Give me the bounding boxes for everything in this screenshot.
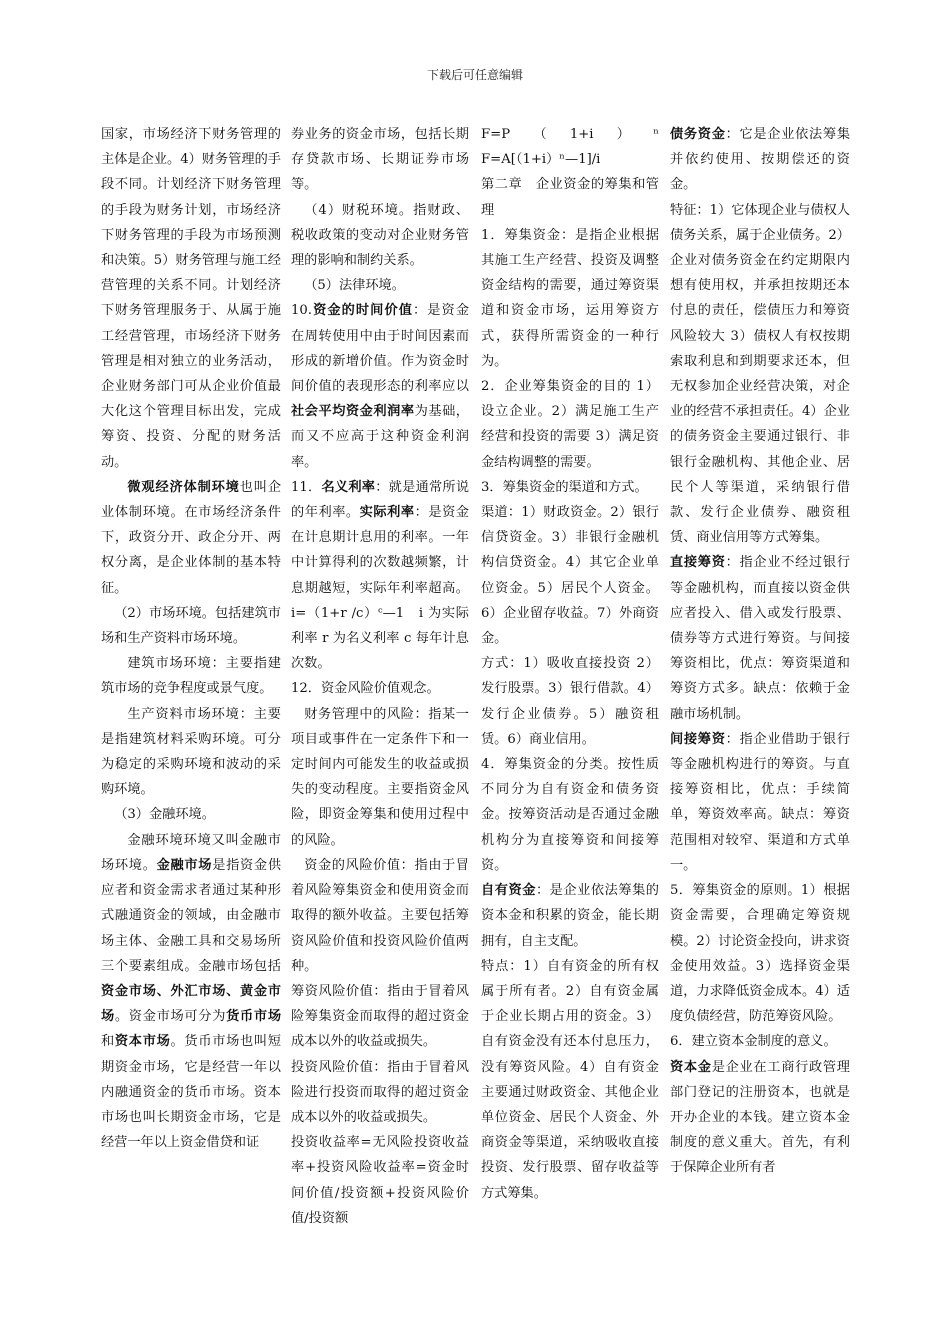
formula-part: F=P <box>481 127 511 142</box>
bold-term: 直接筹资 <box>670 555 726 571</box>
paragraph <box>291 475 469 677</box>
formula-part: ⁿ <box>653 127 659 142</box>
paragraph: 6．建立资本金制度的意义。 <box>670 1034 837 1050</box>
paragraph: 2．企业筹集资金的目的 1）设立企业。2）满足施工生产经营和投资的需要 3）满足资金结构调整的需要。 <box>481 379 659 470</box>
bold-term: 实际利率 <box>359 505 415 521</box>
paragraph: （4）财税环境。指财政、税收政策的变动对企业财务管理的影响和制约关系。 <box>291 202 469 269</box>
formula-part: ） <box>616 127 630 142</box>
paragraph: 国家，市场经济下财务管理的主体是企业。4）财务管理的手段不同。计划经济下财务管理的手段为财务计划，市场经济下财务管理的手段为市场预测和决策。5）财务管理与施工经营管理的关系不同。计划经济下财务管理服务于、从属于施工经营管理，市场经济下财务管理是相对独立的业务活动，企业财务部门可从企业价值最大化这个管理目标出发，完成筹资、投资、分配的财务活动。 <box>101 127 281 470</box>
bold-term: 社会平均资金利润率 <box>291 404 415 420</box>
bold-term: 债务资金 <box>670 127 726 142</box>
paragraph: 4．筹集资金的分类。按性质不同分为自有资金和债务资金。按筹资活动是否通过金融机构分为直接筹资和间接筹资。 <box>481 757 659 873</box>
paragraph: （3）金融环境。 <box>114 807 215 823</box>
paragraph <box>670 122 850 198</box>
paragraph <box>670 727 850 878</box>
bold-term: 名义利率 <box>321 479 376 495</box>
bold-term: 间接筹资 <box>670 731 726 747</box>
text-run: 为基础，而又不应高于这种资金利润率。 <box>291 404 469 470</box>
formula-compound <box>481 122 659 147</box>
paragraph: 特点：1）自有资金的所有权属于所有者。2）自有资金属于企业长期占用的资金。3）自有资金没有还本付息压力，没有筹资风险。4）自有资金主要通过财政资金、其他企业单位资金、居民个人资金、外商资金等渠道，采纳吸收直接投资、发行股票、留存收益等方式筹集。 <box>481 958 659 1201</box>
paragraph <box>101 475 281 601</box>
text-run: ：就是通常所说的年利率。 <box>291 479 470 521</box>
text-run: ：是资金在计息期计息用的利率。一年中计算得利的次数越频繁，计息期越短，实际年利率超高。i=（1+r /c）ᶜ—1 i 为实际利率 r 为名义利率 c 每年计息次数。 <box>291 505 469 672</box>
chapter-heading: 第二章 企业资金的筹集和管理 <box>481 177 659 218</box>
column-4 <box>670 122 850 1181</box>
paragraph: 资金的风险价值：指由于冒着风险筹集资金和使用资金而取得的额外收益。主要包括筹资风险价值和投资风险价值两种。 <box>291 857 469 974</box>
paragraph <box>670 1055 850 1181</box>
page-header: 下载后可任意编辑 <box>426 68 523 82</box>
paragraph: 财务管理中的风险：指某一项目或事件在一定条件下和一定时间内可能发生的收益或损失的变动程度。主要指资金风险，即资金筹集和使用过程中的风险。 <box>291 706 469 848</box>
formula-part: 1+i <box>569 127 594 142</box>
bold-term: 资金的时间价值 <box>311 303 413 319</box>
bold-term: 金融市场 <box>156 857 213 873</box>
text-run: ：指企业借助于银行等金融机构进行的筹资。与直接筹资相比，优点：手续简单，筹资效率高。缺点：筹资范围相对较窄、渠道和方式单一。 <box>670 731 851 873</box>
column-1 <box>101 122 281 1155</box>
paragraph: 建筑市场环境：主要指建筑市场的竞争程度或景气度。 <box>101 656 281 697</box>
bold-term: 自有资金 <box>481 883 536 899</box>
text-run: 也叫企业体制环境。在市场经济条件下，政资分开、政企分开、两权分离，是企业体制的基本特征。 <box>101 479 282 596</box>
paragraph <box>101 828 281 1156</box>
paragraph: 方式：1）吸收直接投资 2）发行股票。3）银行借款。4）发行企业债券。5）融资租赁。6）商业信用。 <box>481 656 659 747</box>
paragraph: 特征：1）它体现企业与债权人债务关系，属于企业债务。2）企业对债务资金在约定期限内想有使用权，并承担按期还本付息的责任，偿债压力和筹资风险较大 3）债权人有权按期索取利息和到期要求还本，但无权参加企业经营决策，对企业的经营不承担责任。4）企业的债务资金主要通过银行、非银行金融机构、其他企业、居民个人等渠道，采纳银行借款、发行企业债券、融资租赁、商业信用等方式筹集。 <box>670 202 850 546</box>
text-run: 是企业在工商行政管理部门登记的注册资本，也就是开办企业的本钱。建立资本金制度的意义重大。首先，有利于保障企业所有者 <box>670 1059 850 1176</box>
column-3 <box>481 122 659 1206</box>
paragraph: （5）法律环境。 <box>304 278 405 294</box>
paragraph: 1．筹集资金：是指企业根据其施工生产经营、投资及调整资金结构的需要，通过筹资渠道和资金市场，运用筹资方式，获得所需资金的一种行为。 <box>481 227 659 369</box>
bold-term: 资本金 <box>670 1059 712 1075</box>
formula-annuity: F=A[（1+i）ⁿ—1]/i <box>481 152 601 168</box>
text-run: 和 <box>101 1034 115 1050</box>
paragraph: 生产资料市场环境：主要是指建筑材料采购环境。可分为稳定的采购环境和波动的采购环境。 <box>101 706 281 798</box>
text-run: ：指企业不经过银行等金融机构，而直接以资金供应者投入、借入或发行股票、债券等方式进行筹资。与间接筹资相比，优点：筹资渠道和筹资方式多。缺点：依赖于金融市场机制。 <box>670 555 851 722</box>
paragraph: 投资收益率=无风险投资收益率+投资风险收益率=资金时间价值/投资额+投资风险价值/投资额 <box>291 1135 469 1226</box>
text-run: 10. <box>291 303 312 319</box>
bold-term: 微观经济体制环境 <box>127 479 240 495</box>
paragraph: 筹资风险价值：指由于冒着风险筹集资金而取得的超过资金成本以外的收益或损失。 <box>291 983 469 1050</box>
formula-part: （ <box>533 127 547 142</box>
bold-term: 资金市场、外汇市场、黄金市场 <box>101 983 281 1025</box>
paragraph: 12．资金风险价值观念。 <box>291 681 440 697</box>
text-run: 。货币市场也叫短期资金市场，它是经营一年以内融通资金的货币市场。资本市场也叫长期资金市场，它是经营一年以上资金借贷和证 <box>101 1034 282 1151</box>
text-run: 。资金市场可分为 <box>114 1009 227 1025</box>
paragraph <box>481 878 659 954</box>
paragraph <box>291 298 469 474</box>
text-run: 金融环境环境又叫金融市场环境。 <box>101 832 281 873</box>
paragraph: 投资风险价值：指由于冒着风险进行投资而取得的超过资金成本以外的收益或损失。 <box>291 1059 469 1125</box>
bold-term: 资本市场 <box>114 1034 171 1050</box>
paragraph: 5．筹集资金的原则。1）根据资金需要，合理确定筹资规模。2）讨论资金投向，讲求资金使用效益。3）选择资金渠道，力求降低资金成本。4）适度负债经营，防范筹资风险。 <box>670 883 850 1025</box>
column-2 <box>291 122 469 1231</box>
text-run: 11． <box>291 479 322 495</box>
paragraph: 渠道：1）财政资金。2）银行信贷资金。3）非银行金融机构信贷资金。4）其它企业单位资金。5）居民个人资金。6）企业留存收益。7）外商资金。 <box>481 505 659 647</box>
paragraph: （2）市场环境。包括建筑市场和生产资料市场环境。 <box>101 605 281 647</box>
paragraph: 券业务的资金市场，包括长期存贷款市场、长期证券市场等。 <box>291 127 469 193</box>
bold-term: 货币市场 <box>226 1009 282 1025</box>
paragraph <box>670 550 850 726</box>
text-run: ：是企业依法筹集的资本金和积累的资金，能长期拥有，自主支配。 <box>481 883 659 949</box>
text-run: ：是资金在周转使用中由于时间因素而形成的新增价值。作为资金时间价值的表现形态的利率应以 <box>291 303 470 395</box>
text-run: 是指资金供应者和资金需求者通过某种形式融通资金的领域，由金融市场主体、金融工具和交易场所三个要素组成。金融市场包括 <box>101 857 282 974</box>
text-run: ：它是企业依法筹集并依约使用、按期偿还的资金。 <box>670 127 851 193</box>
paragraph: 3．筹集资金的渠道和方式。 <box>481 479 648 495</box>
